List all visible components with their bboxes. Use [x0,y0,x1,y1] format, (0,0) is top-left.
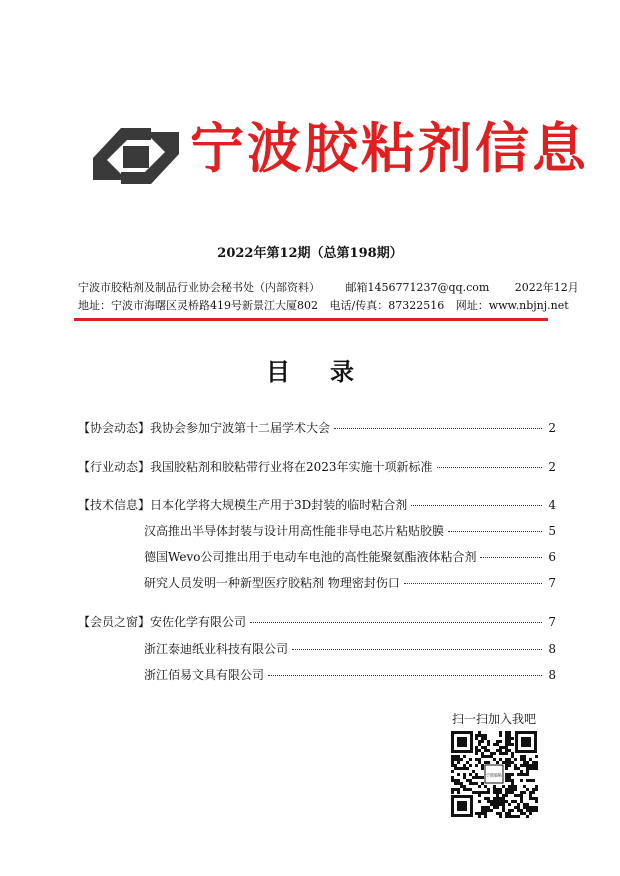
issue-date: 2022年12月 [514,281,579,294]
dot-leader [480,556,542,558]
qr-caption: 扫一扫加入我吧 [452,712,537,726]
toc-entry[interactable] [144,548,556,565]
dot-leader [334,427,542,429]
toc-entry-text: 浙江泰迪纸业科技有限公司 [144,642,289,656]
toc-entry-text: 我国胶粘剂和胶粘带行业将在2023年实施十项新标准 [150,460,433,474]
toc-category: 【行业动态】 [78,460,151,474]
address: 地址：宁波市海曙区灵桥路419号新景江大厦802 [78,299,318,312]
dot-leader [250,621,542,623]
issue-number: 2022年第12期（总第198期） [217,246,403,261]
dot-leader [292,648,542,650]
toc-entry[interactable] [78,419,556,436]
dot-leader [404,582,542,584]
toc-entry[interactable] [144,666,556,683]
toc-category: 【会员之窗】 [78,615,151,629]
toc-entry[interactable] [144,640,556,657]
toc-entry-text: 汉高推出半导体封装与设计用高性能非导电芯片粘贴胶膜 [144,524,445,538]
dot-leader [268,674,542,676]
meta-line-2 [78,297,569,313]
toc-entry-text: 德国Wevo公司推出用于电动车电池的高性能聚氨酯液体粘合剂 [144,550,477,564]
dot-leader [437,466,542,468]
qr-center-badge: 宁波胶粘 [486,772,502,778]
toc-entry[interactable] [78,458,556,475]
toc-entry-text: 我协会参加宁波第十二届学术大会 [150,421,331,435]
toc-entry[interactable] [144,522,556,539]
toc-entry[interactable] [78,613,556,630]
dot-leader [411,504,542,506]
toc-page-number: 2 [548,460,556,474]
toc-category: 【协会动态】 [78,421,151,435]
brand-logo [93,128,179,184]
toc-entry-text: 研究人员发明一种新型医疗胶粘剂 物理密封伤口 [144,576,400,590]
qr-code[interactable] [449,729,539,819]
header-divider [74,318,548,321]
website: 网址：www.nbjnj.net [455,299,569,312]
toc-page-number: 7 [548,576,556,590]
toc-entry-text: 浙江佰易文具有限公司 [144,668,265,682]
toc-entry[interactable] [78,496,556,513]
meta-line-1 [78,279,579,295]
toc-page-number: 8 [548,642,556,656]
toc-page-number: 2 [548,421,556,435]
toc-title: 目录 [266,358,394,386]
toc-page-number: 7 [548,615,556,629]
toc-entry[interactable] [144,574,556,591]
toc-entry-text: 安佐化学有限公司 [150,615,247,629]
phone: 电话/传真：87322516 [329,299,445,312]
publication-title: 宁波胶粘剂信息 [190,117,589,180]
email: 邮箱1456771237@qq.com [345,281,490,294]
toc-page-number: 5 [548,524,556,538]
toc-entry-text: 日本化学将大规模生产用于3D封装的临时粘合剂 [150,498,408,512]
toc-page-number: 4 [548,498,556,512]
toc-page-number: 6 [548,550,556,564]
toc-category: 【技术信息】 [78,498,151,512]
toc-page-number: 8 [548,668,556,682]
dot-leader [448,530,542,532]
publisher: 宁波市胶粘剂及制品行业协会秘书处（内部资料） [78,281,320,294]
